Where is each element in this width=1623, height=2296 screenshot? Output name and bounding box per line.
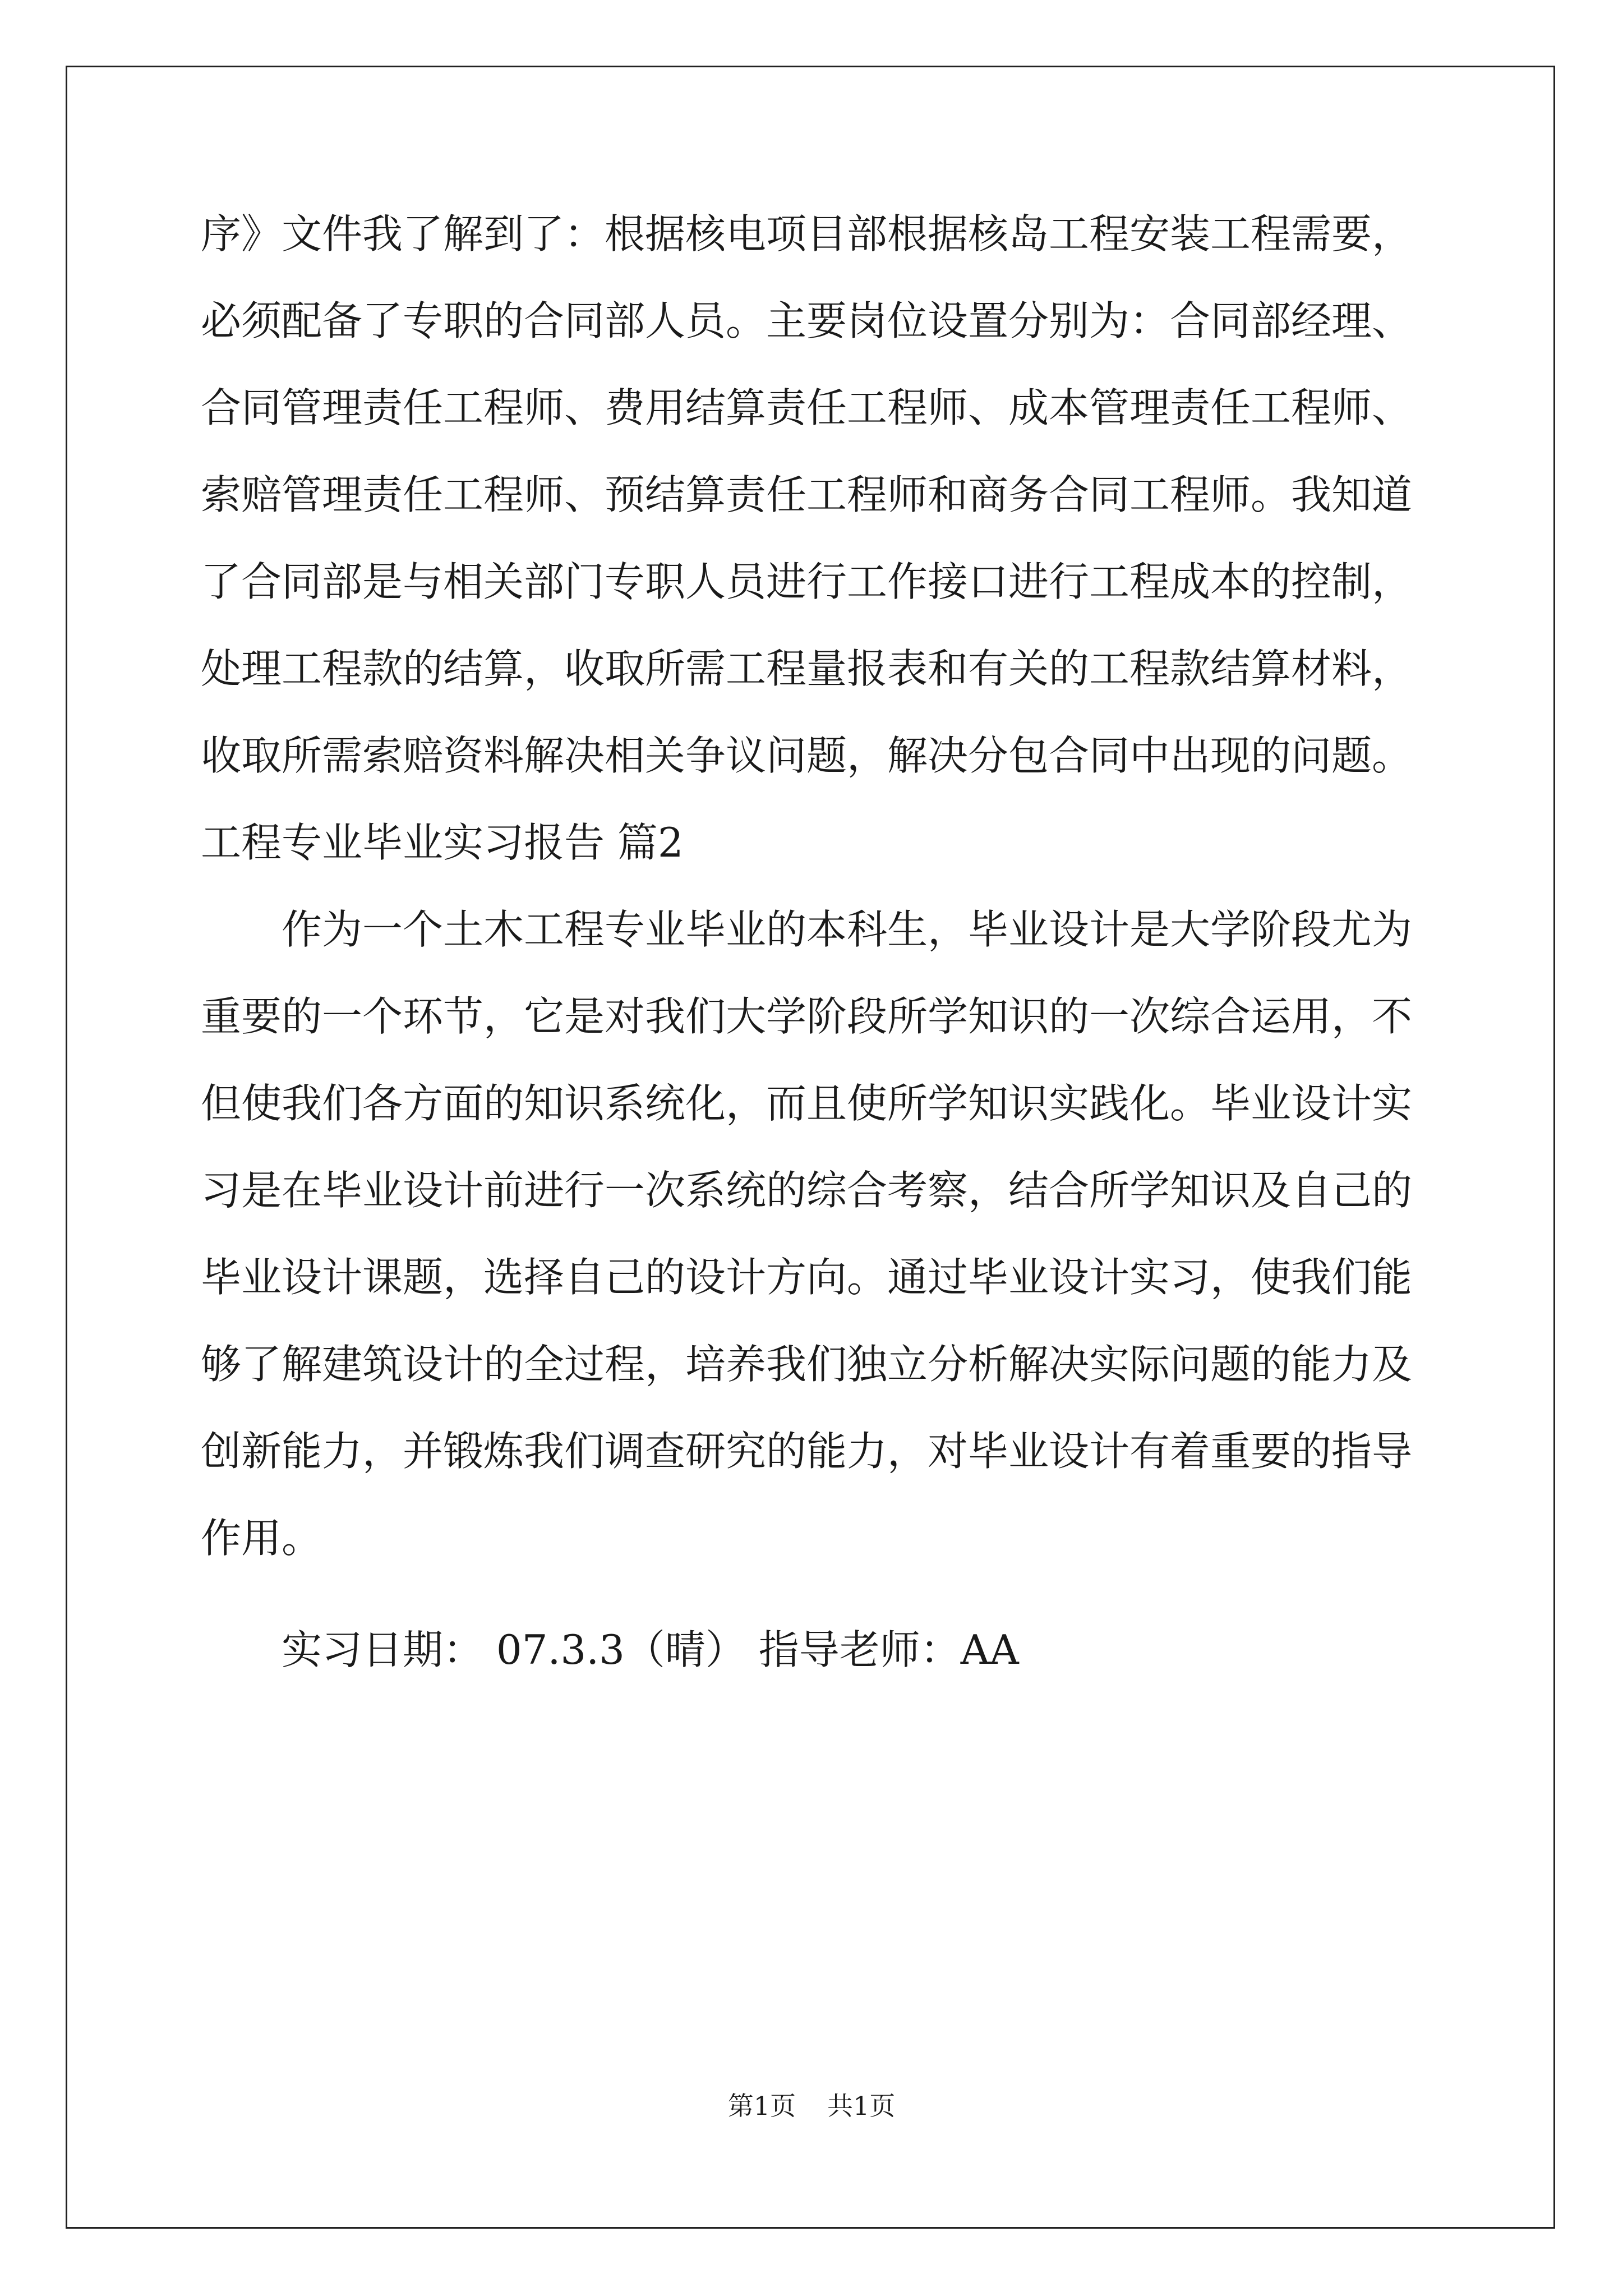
paragraph-line: 够了解建筑设计的全过程，培养我们独立分析解决实际问题的能力及 [201, 1341, 1413, 1388]
paragraph-line: 习是在毕业设计前进行一次系统的综合考察，结合所学知识及自己的 [201, 1167, 1413, 1214]
page-footer [0, 2086, 1623, 2123]
body-line: 收取所需索赔资料解决相关争议问题，解决分包合同中出现的问题。 [201, 732, 1413, 779]
body-line: 了合同部是与相关部门专职人员进行工作接口进行工程成本的控制， [201, 558, 1413, 605]
page-number-total: 共1页 [827, 2091, 896, 2121]
paragraph-line: 毕业设计课题，选择自己的设计方向。通过毕业设计实习，使我们能 [201, 1254, 1413, 1301]
paragraph-line: 重要的一个环节，它是对我们大学阶段所学知识的一次综合运用，不 [201, 993, 1413, 1040]
body-line: 合同管理责任工程师、费用结算责任工程师、成本管理责任工程师、 [201, 384, 1413, 431]
date-line: 实习日期： 07.3.3（晴） 指导老师：AA [282, 1626, 1019, 1673]
page-number-current: 第1页 [727, 2091, 796, 2121]
body-line: 必须配备了专职的合同部人员。主要岗位设置分别为：合同部经理、 [201, 297, 1413, 344]
body-line: 索赔管理责任工程师、预结算责任工程师和商务合同工程师。我知道 [201, 471, 1413, 518]
paragraph-line: 创新能力，并锻炼我们调查研究的能力，对毕业设计有着重要的指导 [201, 1428, 1413, 1475]
section-heading: 工程专业毕业实习报告 篇2 [201, 819, 684, 866]
body-line: 处理工程款的结算，收取所需工程量报表和有关的工程款结算材料， [201, 645, 1413, 692]
paragraph-line: 作为一个土木工程专业毕业的本科生，毕业设计是大学阶段尤为 [282, 906, 1413, 953]
spacer [201, 1582, 1429, 1607]
body-line: 序》文件我了解到了：根据核电项目部根据核岛工程安装工程需要， [201, 210, 1413, 257]
document-body [201, 191, 1429, 1694]
paragraph-line: 但使我们各方面的知识系统化，而且使所学知识实践化。毕业设计实 [201, 1080, 1413, 1127]
paragraph-line: 作用。 [201, 1515, 322, 1562]
